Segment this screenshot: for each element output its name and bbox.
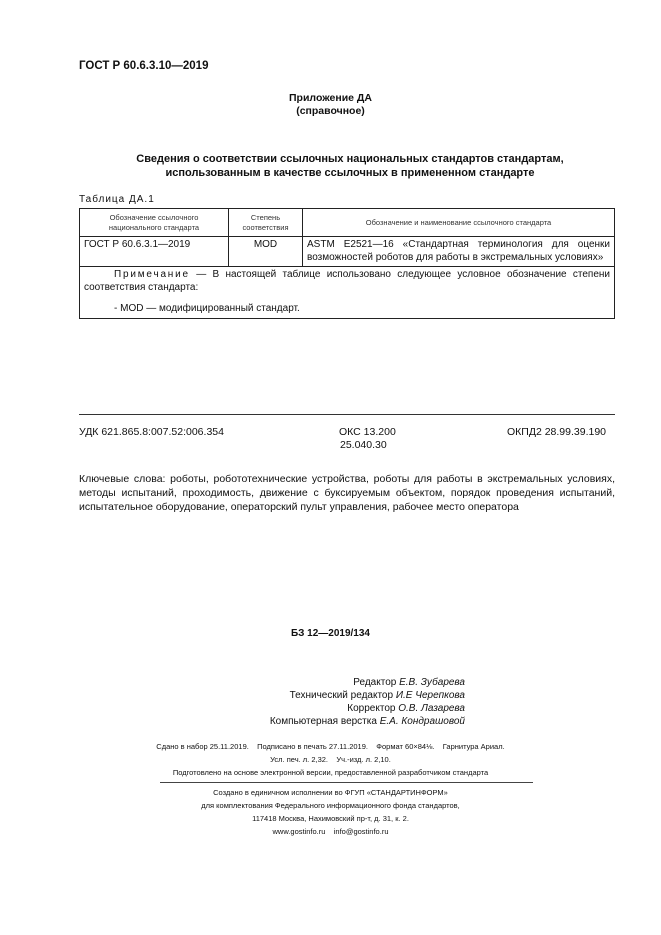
table-row	[80, 237, 615, 267]
table-header-row	[80, 209, 615, 237]
credit-layout: Компьютерная верстка Е.А. Кондрашовой	[269, 716, 465, 727]
appendix-title: Приложение ДА	[289, 92, 372, 104]
credits	[200, 676, 465, 728]
credit-proofreader: Корректор О.В. Лазарева	[347, 703, 465, 714]
column-header-national: Обозначение ссылочного национального стандарта	[80, 209, 229, 237]
oks-code	[339, 426, 396, 452]
cell-national-standard: ГОСТ Р 60.6.3.1—2019	[80, 237, 229, 267]
bz-number: БЗ 12—2019/134	[291, 628, 370, 639]
keywords: Ключевые слова: роботы, робототехнические устройства, роботы для работы в экстремальных условиях, методы испытаний, проходимость, движение с буксируемым объектом, порядок проведения испытаний, испытательное оборудование, операторский пульт управления, рабочее место оператора	[79, 473, 615, 513]
print-info-line-1: Сдано в набор 25.11.2019. Подписано в печать 27.11.2019. Формат 60×84⅛. Гарнитура Ариал.	[156, 742, 505, 751]
credit-technical-editor: Технический редактор И.Е Черепкова	[289, 690, 465, 701]
note-item: - MOD — модифицированный стандарт.	[114, 303, 300, 314]
appendix-subtitle: (справочное)	[296, 105, 365, 117]
column-header-degree: Степень соответствия	[229, 209, 303, 237]
print-info-line-2: Усл. печ. л. 2,32. Уч.-изд. л. 2,10.	[270, 755, 391, 764]
document-title-line-2: использованным в качестве ссылочных в примененном стандарте	[165, 166, 535, 179]
credit-editor: Редактор Е.В. Зубарева	[353, 677, 465, 688]
table-note-row	[80, 267, 615, 319]
footer-divider	[160, 782, 533, 783]
document-title-line-1: Сведения о соответствии ссылочных национальных стандартов стандартам,	[136, 153, 564, 165]
document-code: ГОСТ Р 60.6.3.10—2019	[79, 60, 209, 72]
divider-line	[79, 414, 615, 415]
note-label: Примечание	[114, 269, 190, 280]
appendix-heading	[0, 92, 661, 118]
note-text: — В настоящей таблице использовано следующее условное обозначение степени соответствия стандарта:	[84, 269, 610, 293]
udk-code: УДК 621.865.8:007.52:006.354	[79, 426, 224, 438]
standards-table	[79, 208, 615, 319]
prepared-note: Подготовлено на основе электронной версии, предоставленной разработчиком стандарта	[172, 768, 489, 777]
table-caption: Таблица ДА.1	[79, 194, 155, 205]
oks-code-line-2: 25.040.30	[340, 439, 387, 451]
publisher-info	[0, 786, 661, 838]
publisher-line-2: для комплектования Федерального информационного фонда стандартов,	[201, 801, 460, 810]
cell-degree: MOD	[229, 237, 303, 267]
document-title	[100, 153, 600, 180]
oks-code-line-1: ОКС 13.200	[339, 426, 396, 438]
publisher-line-3: 117418 Москва, Нахимовский пр-т, д. 31, к. 2.	[252, 814, 409, 823]
okpd-code: ОКПД2 28.99.39.190	[507, 426, 607, 438]
column-header-reference: Обозначение и наименование ссылочного стандарта	[303, 209, 615, 237]
cell-reference-standard: ASTM E2521—16 «Стандартная терминология для оценки возможностей роботов для работы в экстремальных условиях»	[303, 237, 615, 267]
table-note	[80, 267, 615, 319]
publisher-line-4: www.gostinfo.ru info@gostinfo.ru	[272, 827, 389, 836]
publisher-line-1: Создано в единичном исполнении во ФГУП «СТАНДАРТИНФОРМ»	[213, 788, 448, 797]
print-info	[0, 740, 661, 766]
